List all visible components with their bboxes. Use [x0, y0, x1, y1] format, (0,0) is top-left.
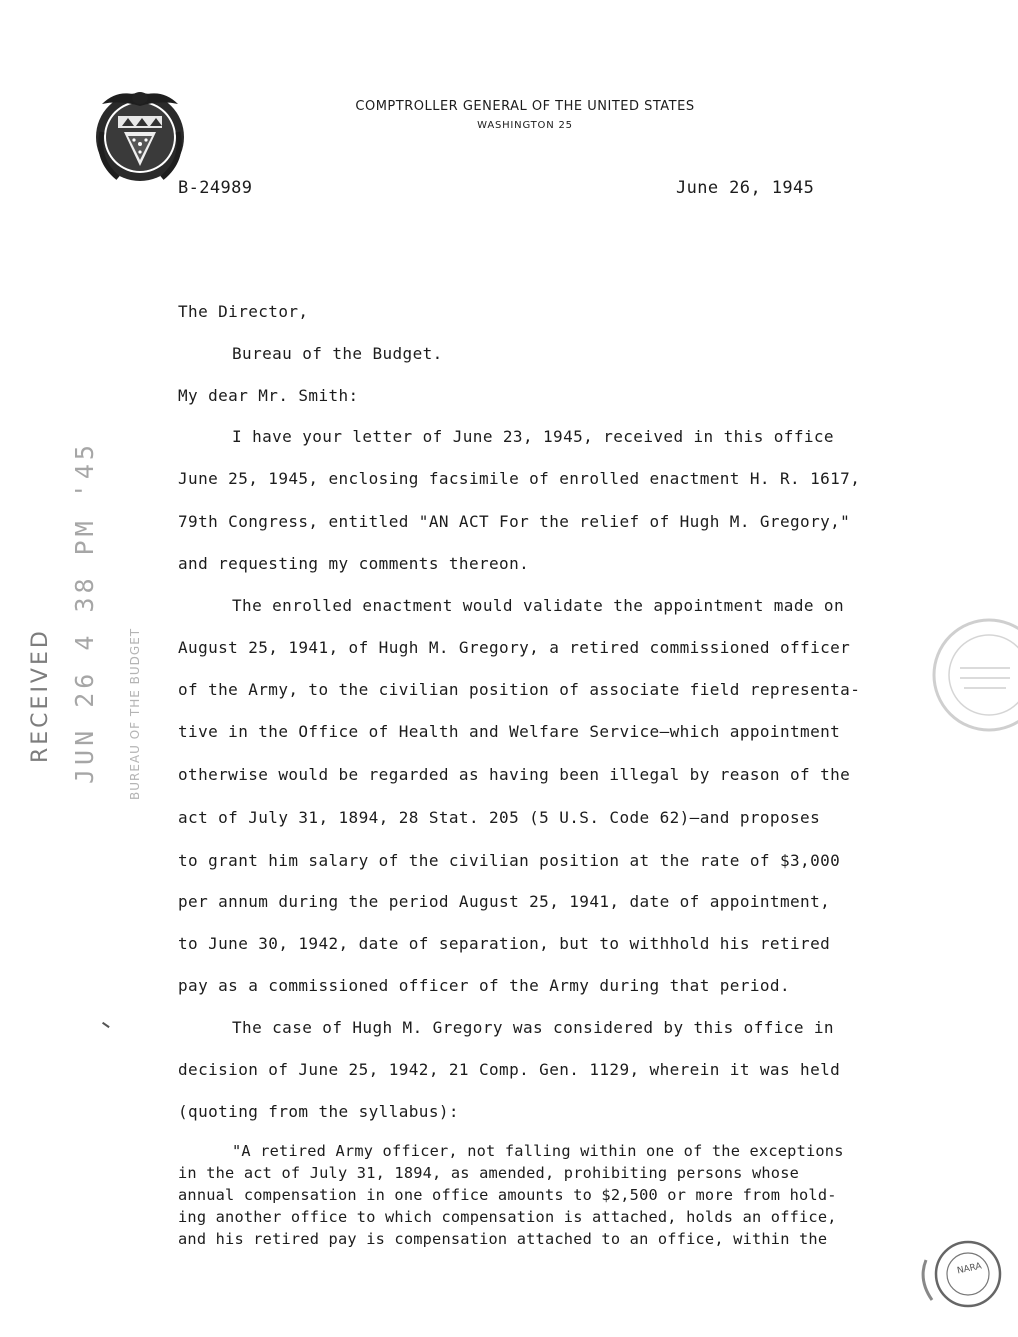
- body-line: to June 30, 1942, date of separation, but to withhold his retired: [178, 934, 831, 953]
- body-line: The case of Hugh M. Gregory was considered by this office in: [232, 1018, 834, 1037]
- body-line: decision of June 25, 1942, 21 Comp. Gen. 1129, wherein it was held: [178, 1060, 841, 1079]
- nara-stamp-label: NARA: [956, 1261, 983, 1277]
- body-line: per annum during the period August 25, 1941, date of appointment,: [178, 892, 831, 911]
- body-line: pay as a commissioned officer of the Army during that period.: [178, 976, 791, 995]
- salutation: My dear Mr. Smith:: [178, 386, 359, 405]
- letter-date: June 26, 1945: [676, 178, 815, 198]
- body-line: I have your letter of June 23, 1945, received in this office: [232, 427, 834, 446]
- body-line: otherwise would be regarded as having been illegal by reason of the: [178, 765, 851, 784]
- quote-line: "A retired Army officer, not falling within one of the exceptions: [232, 1142, 844, 1160]
- body-line: act of July 31, 1894, 28 Stat. 205 (5 U.S. Code 62)—and proposes: [178, 808, 821, 827]
- body-line: August 25, 1941, of Hugh M. Gregory, a retired commissioned officer: [178, 638, 851, 657]
- library-stamp-icon: [930, 616, 1018, 734]
- comptroller-seal-icon: [88, 82, 192, 186]
- quote-line: and his retired pay is compensation attached to an office, within the: [178, 1230, 828, 1248]
- body-line: to grant him salary of the civilian position at the rate of $3,000: [178, 851, 841, 870]
- body-line: tive in the Office of Health and Welfare Service—which appointment: [178, 722, 841, 741]
- body-line: 79th Congress, entitled "AN ACT For the relief of Hugh M. Gregory,": [178, 512, 851, 531]
- body-line: June 25, 1945, enclosing facsimile of enrolled enactment H. R. 1617,: [178, 469, 861, 488]
- quote-line: annual compensation in one office amounts to $2,500 or more from hold-: [178, 1186, 837, 1204]
- address-line-1: The Director,: [178, 302, 309, 321]
- letterhead-subtitle: WASHINGTON 25: [477, 120, 573, 131]
- body-line: (quoting from the syllabus):: [178, 1102, 459, 1121]
- file-number: B-24989: [178, 178, 253, 198]
- margin-mark: [102, 1022, 109, 1028]
- received-stamp-datetime: JUN 26 4 38 PM '45: [70, 441, 99, 784]
- received-stamp-label: RECEIVED: [28, 628, 53, 763]
- address-line-2: Bureau of the Budget.: [232, 344, 443, 363]
- body-line: The enrolled enactment would validate the appointment made on: [232, 596, 845, 615]
- body-line: and requesting my comments thereon.: [178, 554, 530, 573]
- letterhead-title: COMPTROLLER GENERAL OF THE UNITED STATES: [355, 99, 695, 114]
- quote-line: ing another office to which compensation is attached, holds an office,: [178, 1208, 837, 1226]
- body-line: of the Army, to the civilian position of associate field representa-: [178, 680, 861, 699]
- received-stamp-office: BUREAU OF THE BUDGET: [128, 627, 142, 800]
- quote-line: in the act of July 31, 1894, as amended, prohibiting persons whose: [178, 1164, 800, 1182]
